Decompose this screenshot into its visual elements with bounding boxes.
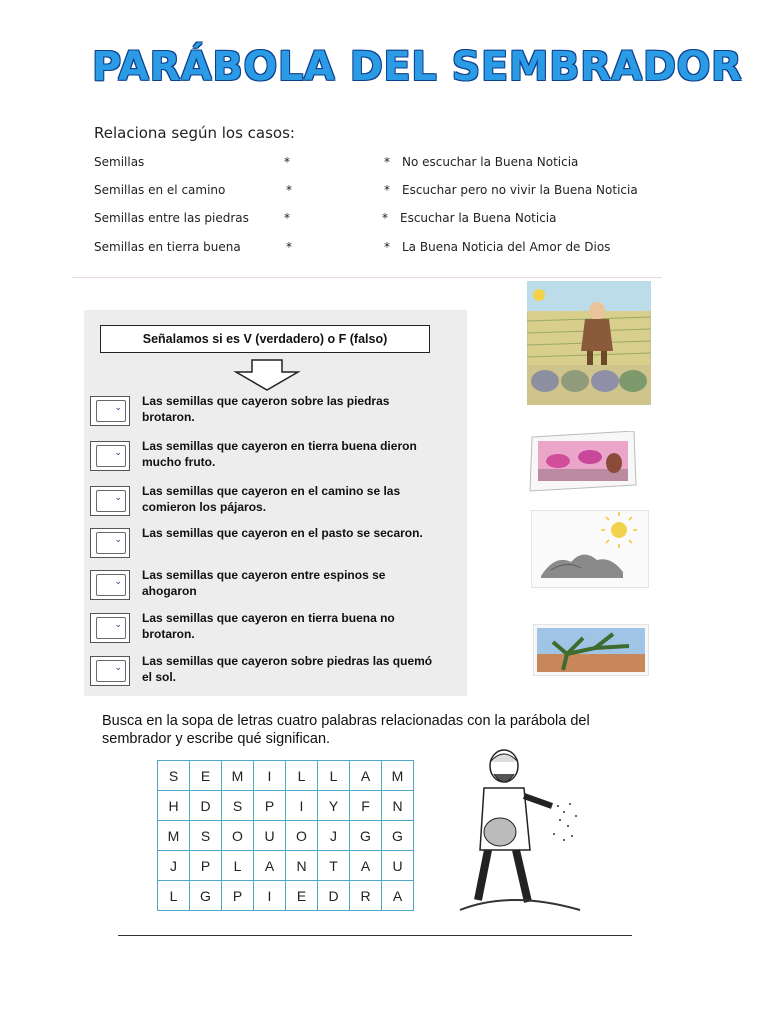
statement-text: Las semillas que cayeron sobre las piedras brotaron. bbox=[142, 394, 390, 424]
grid-cell[interactable]: D bbox=[190, 791, 222, 821]
answer-select[interactable] bbox=[96, 445, 126, 467]
birds-eating-seeds-photo bbox=[528, 431, 638, 493]
matching-row bbox=[0, 183, 768, 203]
grid-cell[interactable]: S bbox=[158, 761, 190, 791]
grid-cell[interactable]: H bbox=[158, 791, 190, 821]
grid-cell[interactable]: G bbox=[190, 881, 222, 911]
grid-row bbox=[158, 881, 414, 911]
matching-left-item: Semillas entre las piedras bbox=[94, 211, 249, 225]
answer-select[interactable] bbox=[96, 400, 126, 422]
answer-select[interactable] bbox=[96, 532, 126, 554]
match-point-right[interactable]: * bbox=[384, 183, 390, 197]
answer-select[interactable] bbox=[96, 617, 126, 639]
matching-instruction: Relaciona según los casos: bbox=[94, 124, 295, 142]
answer-box bbox=[90, 486, 130, 516]
statement-text: Las semillas que cayeron entre espinos se ahogaron bbox=[142, 568, 386, 598]
grid-cell[interactable]: S bbox=[190, 821, 222, 851]
answer-box bbox=[90, 656, 130, 686]
matching-right-item: La Buena Noticia del Amor de Dios bbox=[402, 240, 611, 254]
matching-left-item: Semillas bbox=[94, 155, 145, 169]
page-title: PARÁBOLA DEL SEMBRADOR bbox=[92, 44, 743, 90]
sower-field-illustration bbox=[527, 281, 651, 405]
chevron-down-icon: ⌄ bbox=[114, 620, 122, 630]
true-false-item bbox=[88, 486, 468, 528]
true-false-item bbox=[88, 396, 468, 438]
grid-cell[interactable]: I bbox=[254, 881, 286, 911]
matching-left-item: Semillas en tierra buena bbox=[94, 240, 241, 254]
grid-row bbox=[158, 821, 414, 851]
grid-cell[interactable]: L bbox=[158, 881, 190, 911]
section-divider bbox=[72, 277, 662, 278]
answer-box bbox=[90, 396, 130, 426]
chevron-down-icon: ⌄ bbox=[114, 663, 122, 673]
matching-row bbox=[0, 155, 768, 175]
grid-cell[interactable]: N bbox=[286, 851, 318, 881]
grid-cell[interactable]: M bbox=[158, 821, 190, 851]
matching-right-item: No escuchar la Buena Noticia bbox=[402, 155, 579, 169]
grid-cell[interactable]: R bbox=[350, 881, 382, 911]
grid-cell[interactable]: I bbox=[286, 791, 318, 821]
match-point-right[interactable]: * bbox=[382, 211, 388, 225]
answer-box bbox=[90, 570, 130, 600]
grid-cell[interactable]: L bbox=[286, 761, 318, 791]
grid-row bbox=[158, 791, 414, 821]
grid-cell[interactable]: A bbox=[254, 851, 286, 881]
statement-text: Las semillas que cayeron sobre piedras las quemó el sol. bbox=[142, 654, 433, 684]
answer-select[interactable] bbox=[96, 574, 126, 596]
answer-box bbox=[90, 441, 130, 471]
grid-row bbox=[158, 851, 414, 881]
grid-cell[interactable]: P bbox=[254, 791, 286, 821]
answer-box bbox=[90, 528, 130, 558]
grid-cell[interactable]: J bbox=[318, 821, 350, 851]
grid-cell[interactable]: J bbox=[158, 851, 190, 881]
grid-cell[interactable]: G bbox=[382, 821, 414, 851]
grid-cell[interactable]: E bbox=[190, 761, 222, 791]
grid-cell[interactable]: L bbox=[318, 761, 350, 791]
chevron-down-icon: ⌄ bbox=[114, 493, 122, 503]
grid-cell[interactable]: T bbox=[318, 851, 350, 881]
statement-text: Las semillas que cayeron en el pasto se secaron. bbox=[142, 526, 423, 540]
rocks-and-sun-illustration bbox=[531, 510, 649, 588]
grid-cell[interactable]: E bbox=[286, 881, 318, 911]
chevron-down-icon: ⌄ bbox=[114, 403, 122, 413]
true-false-item bbox=[88, 613, 468, 655]
answer-select[interactable] bbox=[96, 490, 126, 512]
grid-cell[interactable]: M bbox=[222, 761, 254, 791]
chevron-down-icon: ⌄ bbox=[114, 577, 122, 587]
grid-cell[interactable]: Y bbox=[318, 791, 350, 821]
grid-cell[interactable]: U bbox=[382, 851, 414, 881]
grid-cell[interactable]: S bbox=[222, 791, 254, 821]
statement-text: Las semillas que cayeron en tierra buena dieron mucho fruto. bbox=[142, 439, 417, 469]
word-search-grid bbox=[157, 760, 414, 911]
grid-cell[interactable]: N bbox=[382, 791, 414, 821]
grid-cell[interactable]: A bbox=[382, 881, 414, 911]
match-point-left[interactable]: * bbox=[284, 155, 290, 169]
match-point-right[interactable]: * bbox=[384, 240, 390, 254]
thorn-plant-illustration bbox=[533, 624, 649, 676]
match-point-left[interactable]: * bbox=[284, 211, 290, 225]
statement-text: Las semillas que cayeron en tierra buena no brotaron. bbox=[142, 611, 395, 641]
sower-drawing bbox=[440, 740, 590, 922]
true-false-item bbox=[88, 570, 468, 612]
true-false-item bbox=[88, 656, 468, 698]
matching-left-item: Semillas en el camino bbox=[94, 183, 226, 197]
matching-row bbox=[0, 211, 768, 231]
grid-cell[interactable]: F bbox=[350, 791, 382, 821]
matching-row bbox=[0, 240, 768, 260]
grid-row bbox=[158, 761, 414, 791]
grid-cell[interactable]: A bbox=[350, 761, 382, 791]
true-false-header: Señalamos si es V (verdadero) o F (falso) bbox=[100, 325, 430, 353]
answer-select[interactable] bbox=[96, 660, 126, 682]
true-false-item bbox=[88, 441, 468, 483]
grid-cell[interactable]: L bbox=[222, 851, 254, 881]
match-point-left[interactable]: * bbox=[286, 183, 292, 197]
chevron-down-icon: ⌄ bbox=[114, 535, 122, 545]
answer-line[interactable] bbox=[118, 935, 632, 936]
matching-right-item: Escuchar la Buena Noticia bbox=[400, 211, 557, 225]
down-arrow-icon bbox=[232, 358, 302, 392]
grid-cell[interactable]: I bbox=[254, 761, 286, 791]
grid-cell[interactable]: U bbox=[254, 821, 286, 851]
grid-cell[interactable]: A bbox=[350, 851, 382, 881]
grid-cell[interactable]: M bbox=[382, 761, 414, 791]
matching-right-item: Escuchar pero no vivir la Buena Noticia bbox=[402, 183, 638, 197]
grid-cell[interactable]: P bbox=[190, 851, 222, 881]
match-point-right[interactable]: * bbox=[384, 155, 390, 169]
wordsearch-instruction: Busca en la sopa de letras cuatro palabras relacionadas con la parábola del sembrador y escribe qué significan. bbox=[102, 713, 590, 747]
grid-cell[interactable]: O bbox=[222, 821, 254, 851]
grid-cell[interactable]: P bbox=[222, 881, 254, 911]
true-false-item bbox=[88, 528, 468, 570]
chevron-down-icon: ⌄ bbox=[114, 448, 122, 458]
grid-cell[interactable]: G bbox=[350, 821, 382, 851]
match-point-left[interactable]: * bbox=[286, 240, 292, 254]
statement-text: Las semillas que cayeron en el camino se las comieron los pájaros. bbox=[142, 484, 401, 514]
grid-cell[interactable]: O bbox=[286, 821, 318, 851]
grid-cell[interactable]: D bbox=[318, 881, 350, 911]
answer-box bbox=[90, 613, 130, 643]
